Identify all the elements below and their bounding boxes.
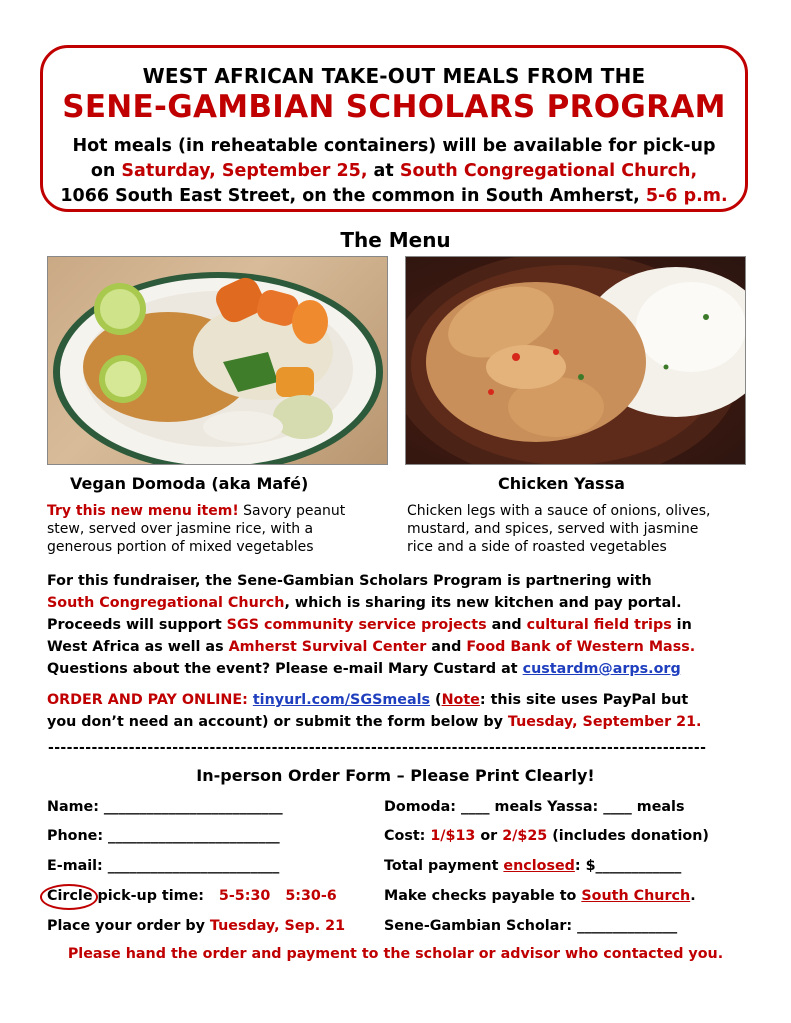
dish-2-description: Chicken legs with a sauce of onions, olives, mustard, and spices, served with jasmine rice and a side of roasted vegetables (407, 503, 711, 555)
dish-2-name: Chicken Yassa (498, 474, 625, 493)
order-deadline: Tuesday, September 21. (507, 714, 702, 730)
order-online-label: ORDER AND PAY ONLINE (47, 692, 243, 708)
event-details (43, 134, 745, 209)
header-line-1: WEST AFRICAN TAKE-OUT MEALS FROM THE (142, 64, 646, 88)
header-box (40, 45, 748, 212)
event-line-2: on Saturday, September 25, at South Congregational Church, (90, 161, 698, 181)
partner-church: South Congregational Church (47, 595, 285, 611)
scholar-field: Sene-Gambian Scholar: ______________ (384, 918, 678, 934)
email-field: E-mail: ________________________ (47, 858, 280, 874)
meal-quantity-field: Domoda: ____ meals Yassa: ____ meals (384, 799, 685, 815)
pickup-time-1: 5-5:30 (218, 888, 271, 904)
fundraiser-paragraph: For this fundraiser, the Sene-Gambian Scholars Program is partnering with South Congregational Church, which is sharing its new kitchen and pay portal. Proceeds will support SGS community service projects and cultural field trips in West Africa as well as Amherst Survival Center and Food Bank of Western Mass. Questions about the event? Please e-mail Mary Custard at custardm@arps.org (47, 573, 696, 677)
cut-line: ---------------------------------------------------------------------------------------------------------- (48, 740, 707, 756)
name-field: Name: _________________________ (47, 799, 283, 815)
event-date: Saturday, September 25, (121, 161, 368, 181)
dish-1-name: Vegan Domoda (aka Mafé) (70, 474, 309, 493)
phone-field: Phone: ________________________ (47, 828, 280, 844)
order-online-paragraph: ORDER AND PAY ONLINE: tinyurl.com/SGSmeals (Note: this site uses PayPal but you don’t need an account) or submit the form below by Tuesday, September 21. (47, 692, 702, 730)
yassa-photo (405, 256, 746, 465)
event-line-1: Hot meals (in reheatable containers) will be available for pick-up (72, 136, 716, 156)
program-title: SENE-GAMBIAN SCHOLARS PROGRAM (62, 89, 726, 125)
new-item-highlight: Try this new menu item! (47, 503, 239, 519)
event-venue: South Congregational Church, (399, 161, 698, 181)
checks-payable-row: Make checks payable to South Church. (384, 888, 696, 904)
pickup-time-2: 5:30-6 (285, 888, 337, 904)
menu-title: The Menu (340, 228, 451, 252)
domoda-photo (47, 256, 388, 465)
pickup-time-row: Circle pick-up time: 5-5:30 5:30-6 (47, 888, 337, 904)
total-payment-field: Total payment enclosed: $____________ (384, 858, 682, 874)
contact-email-link[interactable]: custardm@arps.org (522, 661, 681, 677)
cost-row: Cost: 1/$13 or 2/$25 (includes donation) (384, 828, 709, 844)
order-by-row: Place your order by Tuesday, Sep. 21 (47, 918, 346, 934)
circle-mark (40, 884, 98, 910)
form-title: In-person Order Form – Please Print Clearly! (196, 766, 595, 785)
order-link[interactable]: tinyurl.com/SGSmeals (252, 692, 431, 708)
dish-1-description: Try this new menu item! Savory peanut stew, served over jasmine rice, with a generous portion of mixed vegetables (47, 503, 346, 555)
footer-instruction: Please hand the order and payment to the scholar or advisor who contacted you. (67, 946, 724, 962)
event-time: 5-6 p.m. (645, 186, 728, 206)
event-line-3: 1066 South East Street, on the common in South Amherst, 5-6 p.m. (60, 186, 728, 206)
